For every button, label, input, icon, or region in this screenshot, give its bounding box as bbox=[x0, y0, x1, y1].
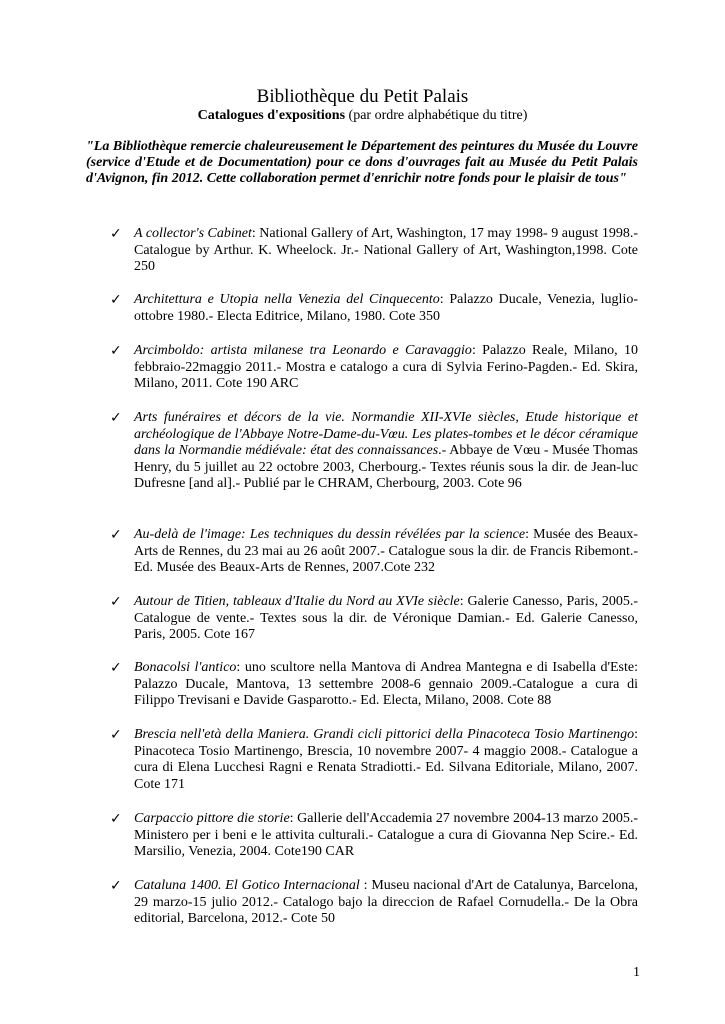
checkmark-icon: ✓ bbox=[110, 660, 122, 676]
checkmark-icon: ✓ bbox=[110, 527, 122, 543]
checkmark-icon: ✓ bbox=[110, 343, 122, 359]
checkmark-icon: ✓ bbox=[110, 226, 122, 242]
checkmark-icon: ✓ bbox=[110, 594, 122, 610]
entry-title: Architettura e Utopia nella Venezia del Cinquecento bbox=[134, 292, 440, 307]
page-title: Bibliothèque du Petit Palais bbox=[256, 86, 469, 107]
entry-details: .- Abbaye de Vœu - Musée Thomas Henry, du 5 juillet au 22 octobre 2003, Cherbourg.- Textes réunis sous la dir. de Jean-luc Dufresne [and al].- Publié par le CHRAM, Cherbourg, 2003. Cote 96 bbox=[134, 443, 639, 491]
entry-details: : Pinacoteca Tosio Martinengo, Brescia, 10 novembre 2007- 4 maggio 2008.- Catalogue a cura di Elena Lucchesi Ragni e Renata Stradiotti.- Ed. Silvana Editoriale, Milano, 2007. Cote 171 bbox=[134, 727, 638, 792]
entry-title: A collector's Cabinet bbox=[134, 226, 252, 241]
page-subtitle bbox=[0, 107, 725, 124]
entry-title: Carpaccio pittore die storie bbox=[134, 811, 290, 826]
entry-details: : uno scultore nella Mantova di Andrea Mantegna e di Isabella d'Este: Palazzo Ducale, Mantova, 13 settembre 2008-6 gennaio 2009.-Catalogue a cura di Filippo Trevisani e Davide Gasparotto.- Ed. Electa, Milano, 2008. Cote 88 bbox=[134, 660, 638, 708]
entry-text bbox=[134, 527, 638, 577]
entry-text bbox=[134, 660, 638, 710]
entry-title: Arts funéraires et décors de la vie. Normandie XII-XVIe siècles, Etude historique et archéologique de l'Abbaye Notre-Dame-du-Vœu. Les plates-tombes et le décor céramique dans la Normandie médiévale: état des connaissances bbox=[134, 410, 638, 458]
entry-text bbox=[134, 292, 638, 325]
subtitle-bold: Catalogues d'expositions bbox=[197, 108, 346, 123]
entry-title: Autour de Titien, tableaux d'Italie du Nord au XVIe siècle bbox=[134, 594, 460, 609]
checkmark-icon: ✓ bbox=[110, 292, 122, 308]
checkmark-icon: ✓ bbox=[110, 878, 122, 894]
checkmark-icon: ✓ bbox=[110, 410, 122, 426]
entry-text bbox=[134, 226, 638, 276]
page-number: 1 bbox=[633, 965, 640, 980]
entry-details: : Galerie Canesso, Paris, 2005.- Catalogue de vente.- Textes sous la dir. de Véronique Damian.- Ed. Galerie Canesso, Paris, 2005. Cote 167 bbox=[134, 594, 638, 642]
entry-details: : Gallerie dell'Accademia 27 novembre 2004-13 marzo 2005.-Ministero per i beni e le attivita culturali.- Catalogue a cura di Giovanna Nep Scire.- Ed. Marsilio, Venezia, 2004. Cote190 CAR bbox=[134, 811, 638, 859]
entry-details: : Musée des Beaux-Arts de Rennes, du 23 mai au 26 août 2007.- Catalogue sous la dir. de Francis Ribemont.- Ed. Musée des Beaux-Arts de Rennes, 2007.Cote 232 bbox=[134, 527, 638, 575]
entry-text bbox=[134, 594, 638, 644]
entry-title: Arcimboldo: artista milanese tra Leonardo e Caravaggio bbox=[134, 343, 472, 358]
entry-title: Au-delà de l'image: Les techniques du dessin révélées par la science bbox=[134, 527, 526, 542]
entry-text bbox=[134, 878, 638, 928]
entry-text bbox=[134, 410, 638, 493]
entry-details: : Palazzo Reale, Milano, 10 febbraio-22maggio 2011.- Mostra e catalogo a cura di Sylvia Ferino-Pagden.- Ed. Skira, Milano, 2011. Cote 190 ARC bbox=[134, 343, 638, 391]
checkmark-icon: ✓ bbox=[110, 727, 122, 743]
entry-text bbox=[134, 811, 638, 861]
checkmark-icon: ✓ bbox=[110, 811, 122, 827]
entry-title: Cataluna 1400. El Gotico Internacional bbox=[134, 878, 360, 893]
entry-text bbox=[134, 343, 638, 393]
entry-details: : National Gallery of Art, Washington, 17 may 1998- 9 august 1998.- Catalogue by Arthur. K. Wheelock. Jr.- National Gallery of Art, Washington,1998. Cote 250 bbox=[134, 226, 638, 274]
entry-title: Bonacolsi l'antico bbox=[134, 660, 237, 675]
entry-details: : Museu nacional d'Art de Catalunya, Barcelona, 29 marzo-15 julio 2012.- Catalogo bajo la direccion de Rafael Cornudella.- De la Obra editorial, Barcelona, 2012.- Cote 50 bbox=[134, 878, 638, 926]
entry-text bbox=[134, 727, 638, 793]
entry-title: Brescia nell'età della Maniera. Grandi cicli pittorici della Pinacoteca Tosio Martinengo bbox=[134, 727, 635, 742]
subtitle-rest: (par ordre alphabétique du titre) bbox=[345, 108, 528, 123]
intro-paragraph: "La Bibliothèque remercie chaleureusement le Département des peintures du Musée du Louvre (service d'Etude et de Documentation) pour ce dons d'ouvrages fait au Musée du Petit Palais d'Avignon, fin 2012. Cette collaboration permet d'enrichir notre fonds pour le plaisir de tous" bbox=[86, 139, 638, 187]
entry-details: : Palazzo Ducale, Venezia, luglio-ottobre 1980.- Electa Editrice, Milano, 1980. Cote 350 bbox=[134, 292, 639, 324]
